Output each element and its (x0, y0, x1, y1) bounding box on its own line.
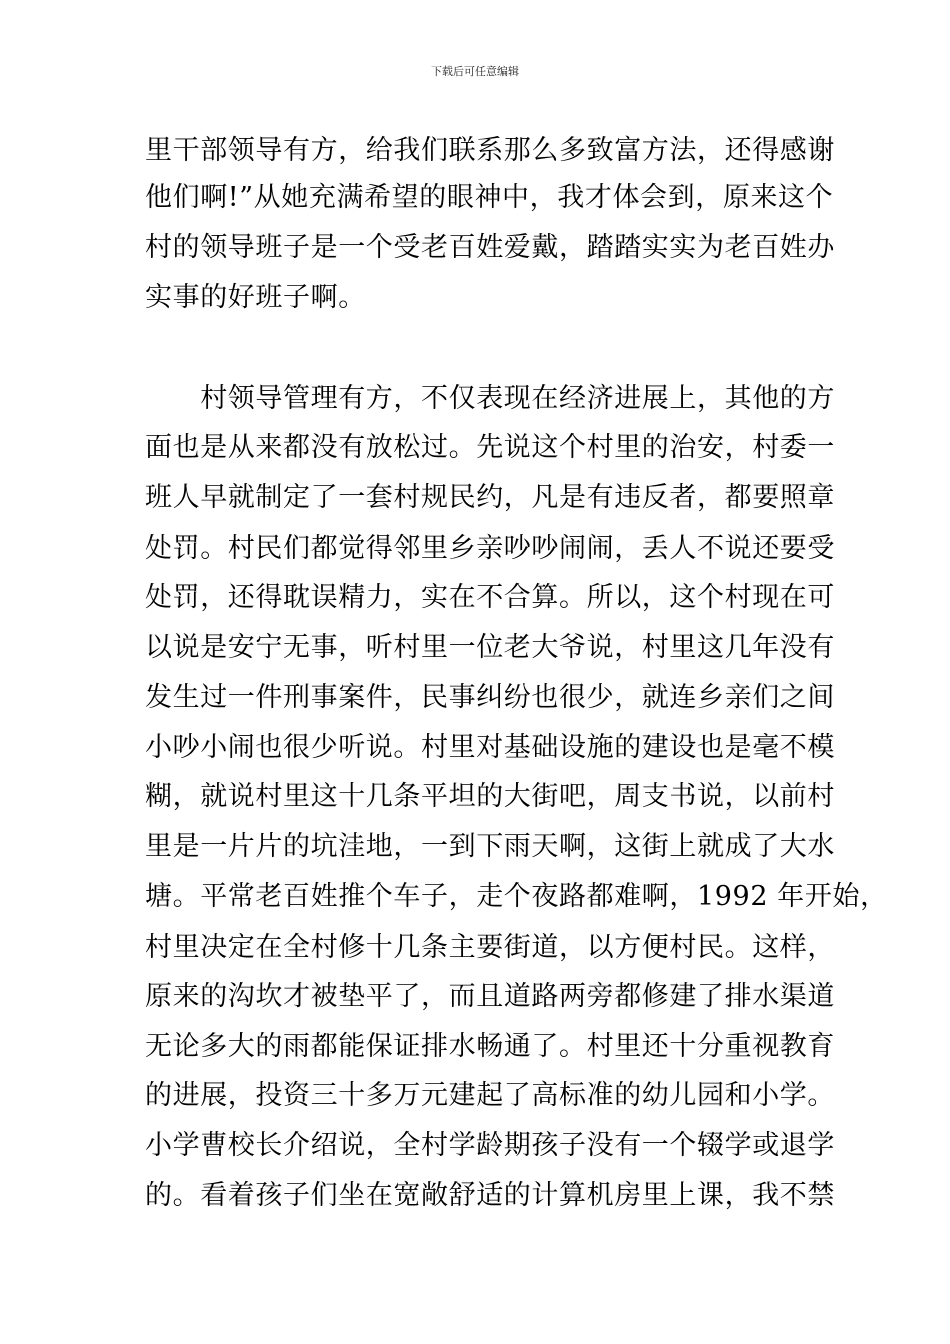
paragraph-line: 村里决定在全村修十几条主要街道，以方便村民。这样， (145, 932, 835, 963)
paragraph-line: 里是一片片的坑洼地，一到下雨天啊，这街上就成了大水 (145, 831, 835, 862)
paragraph-line: 处罚，还得耽误精力，实在不合算。所以，这个村现在可 (145, 582, 835, 613)
paragraph-line: 塘。平常老百姓推个车子，走个夜路都难啊，1992 年开始， (145, 881, 888, 912)
paragraph-line: 无论多大的雨都能保证排水畅通了。村里还十分重视教育 (145, 1031, 835, 1062)
paragraph-line: 发生过一件刑事案件，民事纠纷也很少，就连乡亲们之间 (145, 682, 835, 713)
paragraph-line: 以说是安宁无事，听村里一位老大爷说，村里这几年没有 (145, 632, 835, 663)
paragraph-line: 小学曹校长介绍说，全村学龄期孩子没有一个辍学或退学 (145, 1130, 835, 1161)
paragraph-line: 糊，就说村里这十几条平坦的大街吧，周支书说，以前村 (145, 781, 835, 812)
paragraph-line: 实事的好班子啊。 (145, 282, 366, 313)
paragraph-line: 原来的沟坎才被垫平了，而且道路两旁都修建了排水渠道 (145, 981, 835, 1012)
paragraph-line: 面也是从来都没有放松过。先说这个村里的治安，村委一 (145, 432, 835, 463)
page-header: 下载后可任意编辑 (431, 65, 519, 78)
paragraph-line: 处罚。村民们都觉得邻里乡亲吵吵闹闹，丢人不说还要受 (145, 533, 835, 564)
paragraph-line: 的。看着孩子们坐在宽敞舒适的计算机房里上课，我不禁 (145, 1180, 835, 1211)
paragraph-line: 村的领导班子是一个受老百姓爱戴，踏踏实实为老百姓办 (145, 232, 835, 263)
paragraph-line: 他们啊!”从她充满希望的眼神中，我才体会到，原来这个 (145, 182, 834, 213)
paragraph-line: 的进展，投资三十多万元建起了高标准的幼儿园和小学。 (145, 1080, 835, 1111)
paragraph-line: 小吵小闹也很少听说。村里对基础设施的建设也是毫不模 (145, 732, 835, 763)
paragraph-line: 里干部领导有方，给我们联系那么多致富方法，还得感谢 (145, 135, 835, 166)
paragraph-line: 班人早就制定了一套村规民约，凡是有违反者，都要照章 (145, 482, 835, 513)
paragraph-line: 村领导管理有方，不仅表现在经济进展上，其他的方 (145, 383, 835, 414)
